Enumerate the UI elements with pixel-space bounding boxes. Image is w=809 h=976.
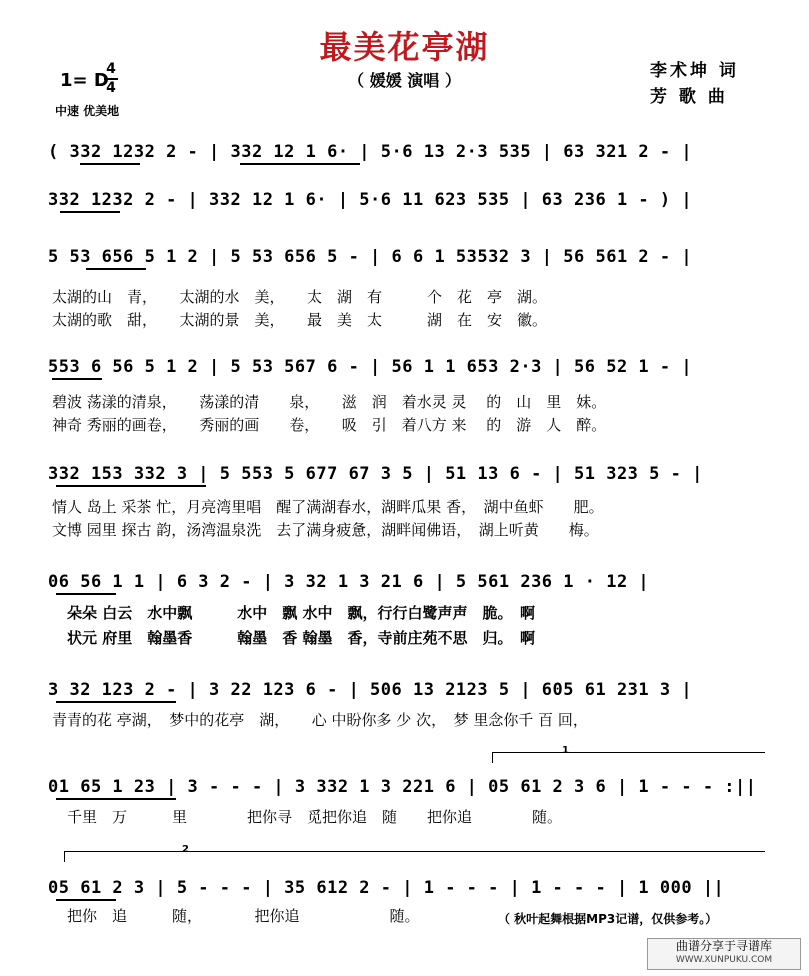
notation-line-6: 06 56 1 1 | 6 3 2 - | 3 32 1 3 21 6 | 5 561 236 1 · 12 | [48, 572, 650, 592]
beam [80, 163, 140, 165]
beam [86, 268, 146, 270]
notation-line-9: 05 61 2 3 | 5 - - - | 35 612 2 - | 1 - - - | 1 - - - | 1 000 || [48, 878, 725, 898]
volta-bracket-2 [64, 851, 765, 862]
notation-line-7: 3 32 123 2 - | 3 22 123 6 - | 506 13 2123 5 | 605 61 231 3 | [48, 680, 693, 700]
lyric-line-4a: 碧波 荡漾的清泉， 荡漾的清 泉， 滋 润 着水灵 灵 的 山 里 妹。 [52, 393, 607, 411]
lyric-line-7: 青青的花 亭湖， 梦中的花亭 湖， 心 中盼你多 少 次， 梦 里念你千 百 回， [52, 711, 588, 729]
lyric-line-5b: 文博 园里 探古 韵，汤湾温泉洗 去了满身疲惫，湖畔闻佛语， 湖上听黄 梅。 [52, 521, 599, 539]
lyric-line-3a: 太湖的山 青， 太湖的水 美， 太 湖 有 个 花 亭 湖。 [52, 288, 548, 306]
transcription-note: （ 秋叶起舞根据MP3记谱，仅供参考。） [498, 912, 718, 926]
lyric-line-6a: 朵朵 白云 水中飘 水中 飘 水中 飘，行行白鹭声声 脆。 啊 [52, 604, 535, 622]
watermark-text: 曲谱分享于寻谱库 [675, 939, 772, 953]
time-signature [104, 62, 118, 96]
notation-line-1: ( 332 1232 2 - | 332 12 1 6· | 5·6 13 2·3 535 | 63 321 2 - | [48, 142, 693, 162]
beam [56, 701, 176, 703]
singer-credit: （ 媛媛 演唱 ） [348, 71, 461, 90]
beam [52, 378, 102, 380]
beam [56, 798, 176, 800]
time-signature-top: 4 [106, 61, 116, 77]
volta-bracket-1 [492, 752, 765, 763]
beam [56, 593, 116, 595]
site-watermark [647, 938, 801, 970]
beam [56, 485, 206, 487]
time-signature-bottom: 4 [106, 80, 116, 96]
beam [240, 163, 360, 165]
notation-line-4: 553 6 56 5 1 2 | 5 53 567 6 - | 56 1 1 653 2·3 | 56 52 1 - | [48, 357, 693, 377]
lyric-line-5a: 情人 岛上 采茶 忙，月亮湾里唱 醒了满湖春水，湖畔瓜果 香， 湖中鱼虾 肥。 [52, 498, 604, 516]
tempo-marking: 中速 优美地 [55, 104, 120, 118]
beam [60, 211, 120, 213]
notation-line-2: 332 1232 2 - | 332 12 1 6· | 5·6 11 623 535 | 63 236 1 - ) | [48, 190, 693, 210]
watermark-site: WWW.XUNPUKU.COM [675, 955, 773, 965]
lyric-line-6b: 状元 府里 翰墨香 翰墨 香 翰墨 香，寺前庄苑不思 归。 啊 [52, 629, 535, 647]
volta-number-2: 2 [182, 844, 189, 855]
lyric-line-3b: 太湖的歌 甜， 太湖的景 美， 最 美 太 湖 在 安 徽。 [52, 311, 548, 329]
lyric-line-9: 把你 追 随， 把你追 随。 [52, 907, 420, 925]
notation-line-8: 01 65 1 23 | 3 - - - | 3 332 1 3 221 6 | 05 61 2 3 6 | 1 - - - :|| [48, 777, 757, 797]
key-signature: 1= D [60, 70, 109, 91]
lyric-line-8: 千里 万 里 把你寻 觅把你追 随 把你追 随。 [52, 808, 563, 826]
lyric-line-4b: 神奇 秀丽的画卷， 秀丽的画 卷， 吸 引 着八方 来 的 游 人 醉。 [52, 416, 607, 434]
volta-number-1: 1 [562, 745, 569, 756]
song-title: 最美花亭湖 [319, 28, 490, 66]
lyricist-credit: 李术坤 词 [650, 61, 739, 81]
composer-credit: 芳 歌 曲 [650, 87, 728, 107]
notation-line-5: 332 153 332 3 | 5 553 5 677 67 3 5 | 51 13 6 - | 51 323 5 - | [48, 464, 703, 484]
notation-line-3: 5 53 656 5 1 2 | 5 53 656 5 - | 6 6 1 53532 3 | 56 561 2 - | [48, 247, 693, 267]
beam [56, 899, 116, 901]
